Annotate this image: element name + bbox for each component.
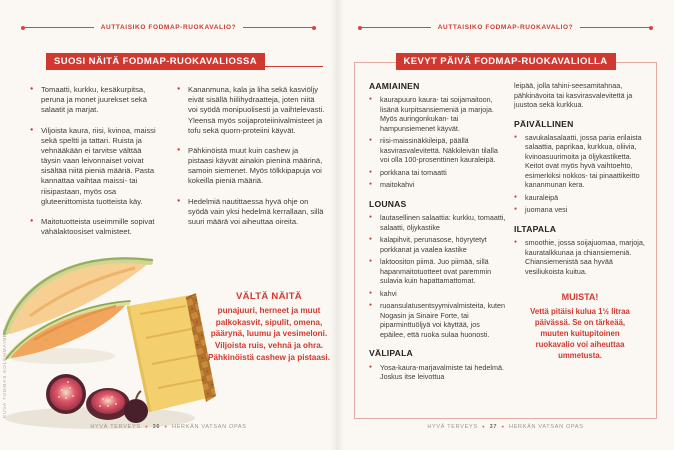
footer-right xyxy=(337,424,674,430)
snack-list xyxy=(369,363,506,382)
footer-separator-icon: ● xyxy=(501,424,505,429)
footer-separator-icon: ● xyxy=(164,424,168,429)
bullet-item: ● kauraleipä xyxy=(514,193,646,203)
fruit-photo xyxy=(0,236,224,436)
page-right xyxy=(337,0,674,450)
meal-heading-dinner: PÄIVÄLLINEN xyxy=(514,118,574,129)
avoid-title: VÄLTÄ NÄITÄ xyxy=(236,291,302,302)
bullet-item: ● ruoansulatusentsyymivalmisteita, kuten Nogasin ja Sinaire Forte, tai piparminttuöljyä voi käyttää, jos epäilee, että ruoka sulaa huonosti. xyxy=(369,301,506,339)
header-rule-right xyxy=(580,27,652,28)
footer-left xyxy=(0,424,337,430)
section-title-favor: SUOSI NÄITÄ FODMAP-RUOKAVALIOSSA xyxy=(46,53,265,70)
menu-column-1 xyxy=(369,81,506,385)
footer-page-number: 36 xyxy=(152,424,161,430)
bullet-item: ● maitokahvi xyxy=(369,180,506,190)
running-header-left xyxy=(22,24,315,31)
menu-title: KEVYT PÄIVÄ FODMAP-RUOKAVALIOLLA xyxy=(395,53,615,70)
day-menu-box xyxy=(354,56,657,419)
bullet-item: ● savukalasalaatti, jossa paria erilaista salaattia, paprikaa, kurkkua, oliivia, kvinoasuurimoita ja öljykastiketta. Keitot ovat myös hyvä vaihtoehto, esimerkiksi nokkos- tai pinaattikeitto kananmunan kera. xyxy=(514,133,646,190)
bullet-item: ● Yosa-kaura-marjavalmiste tai hedelmä. Joskus itse leivottua xyxy=(369,363,506,382)
footer-issue: HERKÄN VATSAN OPAS xyxy=(509,424,584,430)
photo-credit: KUVA TUOMAS KOLEHMAINEN xyxy=(3,329,8,418)
avoid-body: punajuuri, herneet ja muut palkokasvit, sipulit, omena, päärynä, luumu ja vesimeloni. Viljoista ruis, vehnä ja ohra. Pähkinöistä cashew ja pistaasi. xyxy=(208,306,330,362)
header-rule-left xyxy=(359,27,431,28)
bullet-item: ● Maitotuotteista useimmille sopivat vähälaktoosiset valmisteet. xyxy=(30,217,163,237)
footer-magazine: HYVÄ TERVEYS xyxy=(90,424,141,430)
meal-heading-snack: VÄLIPALA xyxy=(369,348,413,359)
header-rule-right xyxy=(243,27,315,28)
bullet-item: ● Pähkinöistä muut kuin cashew ja pistaasi käyvät ainakin pieninä määrinä, samoin siemenet. Myös tölkkipapuja voi kokeilla pieniä määriä. xyxy=(177,146,325,187)
running-header-right xyxy=(359,24,652,31)
footer-page-number: 37 xyxy=(489,424,498,430)
bullet-item: ● riisi-maissinäkkileipä, päällä kasvirasvalevitettä. Näkkileivän tilalla voi olla 100-prosenttinen kauraleipä. xyxy=(369,136,506,165)
bullet-item: ● porkkana tai tomaatti xyxy=(369,168,506,178)
footer-separator-icon: ● xyxy=(481,424,486,429)
footer-separator-icon: ● xyxy=(144,424,149,429)
bullet-item: ● kalapihvit, perunasose, höyrytetyt porkkanat ja vaalea kastike xyxy=(369,235,506,254)
reminder-body: Vettä pitäisi kulua 1½ litraa päivässä. Se on tärkeää, muuten kuitupitoinen ruokavalio voi aiheuttaa ummetusta. xyxy=(530,307,630,361)
favor-column-2 xyxy=(177,85,325,237)
meal-heading-lunch: LOUNAS xyxy=(369,198,407,209)
bullet-item: ● lautasellinen salaattia: kurkku, tomaatti, salaatti, öljykastike xyxy=(369,213,506,232)
bullet-item: ● Kananmuna, kala ja liha sekä kasviöljy eivät sisällä hiilihydraatteja, joten niitä voi syödä monipuolisesti ja vaihtelevasti. Yleensä myös soijaproteiinivalmisteet ja tofu sekä quorn-proteiini käyvät. xyxy=(177,85,325,136)
reminder-title: MUISTA! xyxy=(561,292,599,303)
reminder-block xyxy=(514,292,646,361)
meal-heading-breakfast: AAMIAINEN xyxy=(369,81,420,91)
meal-heading-evening-snack: ILTAPALA xyxy=(514,223,557,234)
header-rule-left xyxy=(22,27,94,28)
favor-column-1 xyxy=(30,85,163,247)
bullet-item: ● Tomaatti, kurkku, kesäkurpitsa, peruna ja monet juurekset sekä salaatit ja marjat. xyxy=(30,85,163,116)
bullet-item: ● smoothie, jossa soijajuomaa, marjoja, kauratalkkunaa ja chiansiemeniä. Chiansiemenistä saa hyvää vesiliukoista kuitua. xyxy=(514,238,646,276)
footer-magazine: HYVÄ TERVEYS xyxy=(427,424,478,430)
snack-continuation-text: leipää, jolla tahini-seesamitahnaa, pähkinävoita tai kasvirasvalevitettä ja juustoa sekä kurkkua. xyxy=(514,81,633,109)
avoid-block xyxy=(204,291,334,363)
bullet-item: ● kahvi xyxy=(369,289,506,299)
lunch-list xyxy=(369,213,506,339)
pineapple-wedge xyxy=(128,294,216,412)
evening-snack-list xyxy=(514,238,646,276)
bullet-item: ● juomana vesi xyxy=(514,205,646,215)
dinner-list xyxy=(514,133,646,215)
running-header-text: AUTTAISIKO FODMAP-RUOKAVALIO? xyxy=(100,24,237,31)
running-header-text: AUTTAISIKO FODMAP-RUOKAVALIO? xyxy=(437,24,574,31)
bullet-item: ● kaurapuuro kaura- tai soijamaitoon, lisänä kurpitsansiemeniä ja marjoja. Myös auringonkukan- tai hampunsiemenet käyvät. xyxy=(369,95,506,133)
bullet-item: ● Hedelmiä nautittaessa hyvä ohje on syödä vain yksi hedelmä kerrallaan, sillä suuri määrä voi aiheuttaa oireita. xyxy=(177,197,325,228)
breakfast-list xyxy=(369,95,506,190)
menu-column-2 xyxy=(514,81,646,361)
bullet-item: ● Viljoista kaura, riisi, kvinoa, maissi sekä speltti ja tattari. Ruista ja vehnääkään ei tarvitse välttää täysin vaan leivonnaiset voivat sisältää niitä pieniä määriä. Pasta kannattaa vaihtaa maissi- tai riisipastaan, myös osa gluteenittomista tuotteista käy. xyxy=(30,126,163,207)
page-fold-shadow xyxy=(330,0,344,450)
bullet-item: ● laktoositon piimä. Juo piimää, sillä hapanmaitotuotteet ovat paremmin sulavia kuin hapattamattomat. xyxy=(369,257,506,286)
footer-issue: HERKÄN VATSAN OPAS xyxy=(172,424,247,430)
